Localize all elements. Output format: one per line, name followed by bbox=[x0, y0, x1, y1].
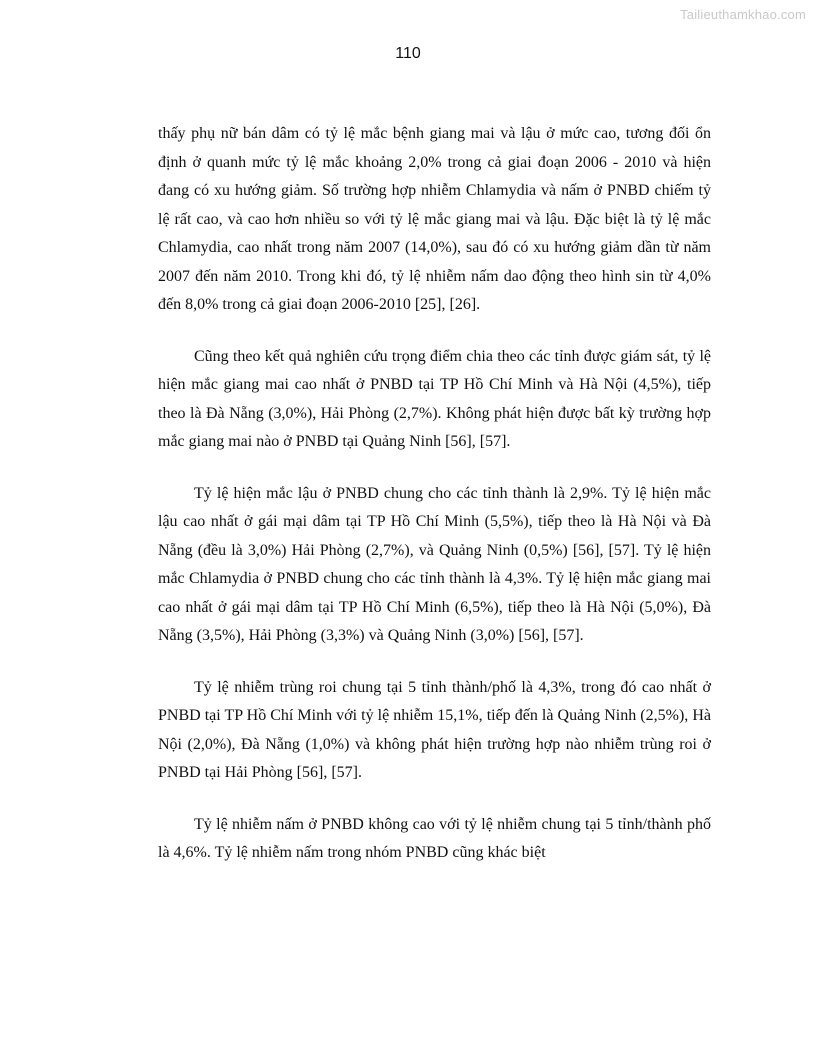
page-number: 110 bbox=[395, 45, 421, 62]
paragraph: Cũng theo kết quả nghiên cứu trọng điểm chia theo các tỉnh được giám sát, tỷ lệ hiện mắc giang mai cao nhất ở PNBD tại TP Hồ Chí Minh và Hà Nội (4,5%), tiếp theo là Đà Nẵng (3,0%), Hải Phòng (2,7%). Không phát hiện được bất kỳ trường hợp mắc giang mai nào ở PNBD tại Quảng Ninh [56], [57]. bbox=[158, 347, 711, 450]
paragraph: Tỷ lệ hiện mắc lậu ở PNBD chung cho các tỉnh thành là 2,9%. Tỷ lệ hiện mắc lậu cao nhất ở gái mại dâm tại TP Hồ Chí Minh (5,5%), tiếp theo là Hà Nội và Đà Nẵng (đều là 3,0%) Hải Phòng (2,7%), và Quảng Ninh (0,5%) [56], [57]. Tỷ lệ hiện mắc Chlamydia ở PNBD chung cho các tỉnh thành là 4,3%. Tỷ lệ hiện mắc giang mai cao nhất ở gái mại dâm tại TP Hồ Chí Minh (6,5%), tiếp theo là Hà Nội (5,0%), Đà Nẵng (3,5%), Hải Phòng (3,3%) và Quảng Ninh (3,0%) [56], [57]. bbox=[158, 484, 711, 644]
paragraph: Tỷ lệ nhiễm nấm ở PNBD không cao với tỷ lệ nhiễm chung tại 5 tỉnh/thành phố là 4,6%. Tỷ lệ nhiễm nấm trong nhóm PNBD cũng khác biệt bbox=[158, 815, 711, 861]
watermark-text: Tailieuthamkhao.com bbox=[680, 7, 806, 22]
paragraph: Tỷ lệ nhiễm trùng roi chung tại 5 tỉnh thành/phố là 4,3%, trong đó cao nhất ở PNBD tại TP Hồ Chí Minh với tỷ lệ nhiễm 15,1%, tiếp đến là Quảng Ninh (2,5%), Hà Nội (2,0%), Đà Nẵng (1,0%) và không phát hiện trường hợp nào nhiễm trùng roi ở PNBD tại Hải Phòng [56], [57]. bbox=[158, 678, 711, 781]
document-body bbox=[158, 120, 711, 891]
paragraph: thấy phụ nữ bán dâm có tỷ lệ mắc bệnh giang mai và lậu ở mức cao, tương đối ổn định ở quanh mức tỷ lệ mắc khoảng 2,0% trong cả giai đoạn 2006 - 2010 và hiện đang có xu hướng giảm. Số trường hợp nhiễm Chlamydia và nấm ở PNBD chiếm tỷ lệ rất cao, và cao hơn nhiều so với tỷ lệ mắc giang mai và lậu. Đặc biệt là tỷ lệ mắc Chlamydia, cao nhất trong năm 2007 (14,0%), sau đó có xu hướng giảm dần từ năm 2007 đến năm 2010. Trong khi đó, tỷ lệ nhiễm nấm dao động theo hình sin từ 4,0% đến 8,0% trong cả giai đoạn 2006-2010 [25], [26]. bbox=[158, 125, 711, 313]
